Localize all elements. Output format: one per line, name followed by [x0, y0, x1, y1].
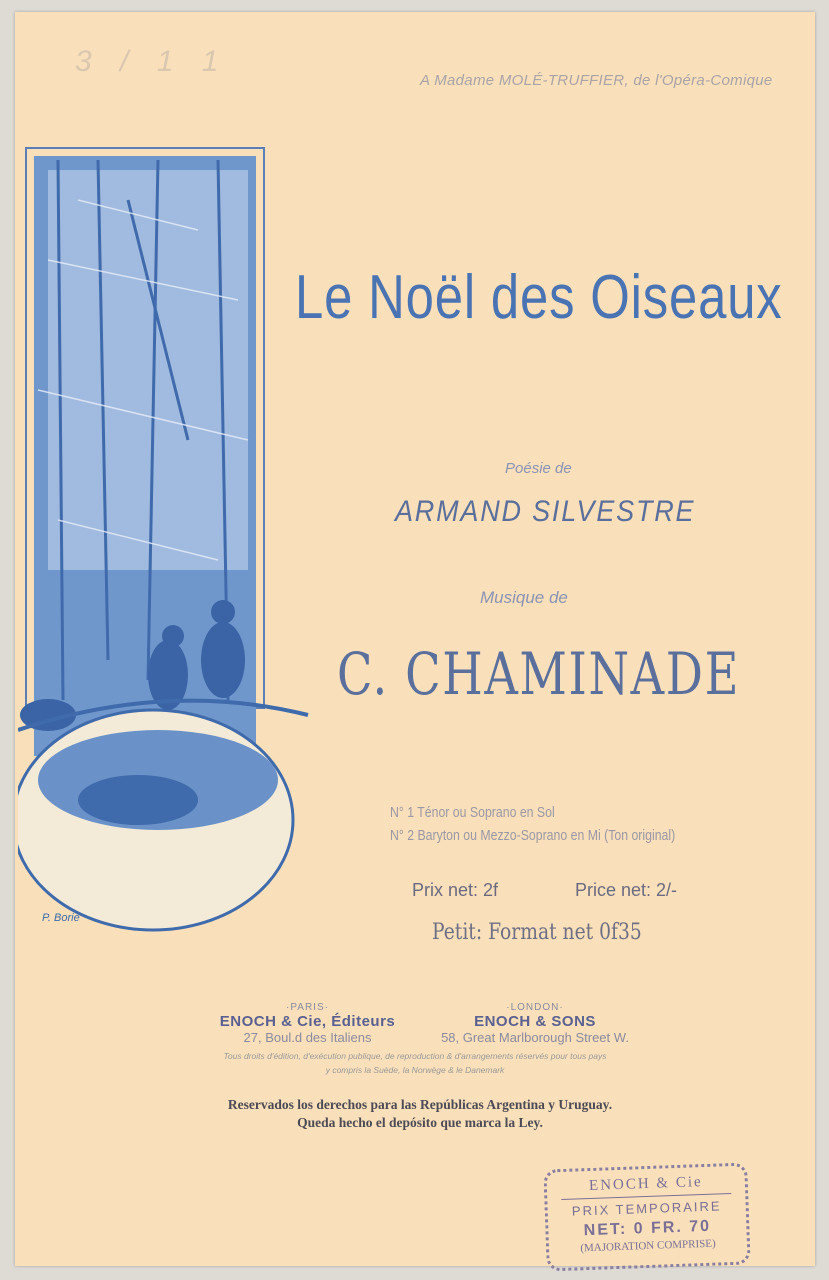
- legal-line-1: Reservados los derechos para las Repúblicas Argentina y Uruguay.: [227, 1097, 613, 1112]
- rights-line-1: Tous droits d'édition, d'exécution publique, de reproduction & d'arrangements réservés pour tous pays: [223, 1051, 607, 1061]
- page-title: Le Noël des Oiseaux: [295, 263, 783, 332]
- composer-name: C. CHAMINADE: [337, 640, 741, 708]
- rights-line-2: y compris la Suède, la Norwège & le Danemark: [325, 1065, 505, 1075]
- stamp-note: (MAJORATION COMPRISE): [580, 1237, 716, 1255]
- illustrator-signature: P. Borie: [42, 912, 80, 924]
- pencil-mark: 3 / 1 1: [75, 45, 229, 78]
- price-small-format: Petit: Format net 0f35: [432, 920, 642, 945]
- publisher-paris-city: ·PARIS·: [286, 1002, 329, 1013]
- stamp-publisher: ENOCH & Cie: [588, 1174, 703, 1194]
- price-english: Price net: 2/-: [575, 880, 678, 900]
- music-label: Musique de: [480, 588, 568, 607]
- dedication: A Madame MOLÉ-TRUFFIER, de l'Opéra-Comique: [420, 72, 773, 89]
- publisher-london: [425, 1002, 645, 1045]
- publisher-london-city: ·LONDON·: [506, 1002, 564, 1013]
- price-french: Prix net: 2f: [412, 880, 499, 900]
- edition-2: N° 2 Baryton ou Mezzo-Soprano en Mi (Ton original): [390, 827, 676, 844]
- legal-line-2: Queda hecho el depósito que marca la Ley.: [297, 1115, 543, 1130]
- poetry-label: Poésie de: [505, 460, 572, 477]
- winter-birds-illustration: [18, 140, 318, 940]
- poet-name: ARMAND SILVESTRE: [395, 495, 696, 528]
- price-stamp: [543, 1162, 750, 1271]
- publisher-paris-name: ENOCH & Cie, Éditeurs: [219, 1013, 396, 1030]
- publisher-london-name: ENOCH & SONS: [474, 1013, 596, 1030]
- publisher-london-address: 58, Great Marlborough Street W.: [441, 1030, 629, 1045]
- publisher-paris: [195, 1002, 420, 1045]
- stamp-price: NET: 0 FR. 70: [583, 1217, 712, 1240]
- publisher-paris-address: 27, Boul.d des Italiens: [243, 1030, 372, 1045]
- edition-1: N° 1 Ténor ou Soprano en Sol: [390, 804, 555, 821]
- stamp-label: PRIX TEMPORAIRE: [571, 1198, 722, 1219]
